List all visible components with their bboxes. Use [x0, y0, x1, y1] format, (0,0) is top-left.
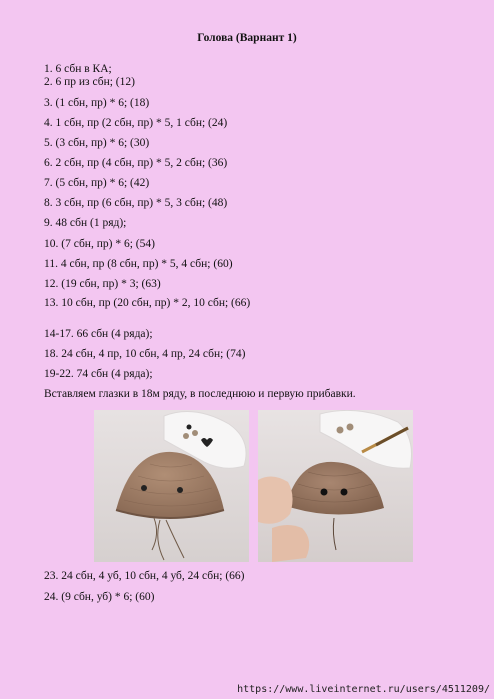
pattern-row-4: 4. 1 сбн, пр (2 сбн, пр) * 5, 1 сбн; (24): [44, 117, 228, 129]
pattern-row-3: 3. (1 сбн, пр) * 6; (18): [44, 97, 150, 109]
pattern-row-24: 24. (9 сбн, уб) * 6; (60): [44, 591, 155, 603]
pattern-row-5: 5. (3 сбн, пр) * 6; (30): [44, 137, 150, 149]
pattern-row-12: 12. (19 сбн, пр) * 3; (63): [44, 278, 161, 290]
pattern-row-14-17: 14-17. 66 сбн (4 ряда);: [44, 328, 153, 340]
pattern-row-7: 7. (5 сбн, пр) * 6; (42): [44, 177, 150, 189]
photo-illustration-2: [258, 410, 413, 562]
page-title: Голова (Варнант 1): [197, 32, 297, 44]
photo-crochet-head-2: [258, 410, 413, 562]
pattern-row-9: 9. 48 сбн (1 ряд);: [44, 217, 127, 229]
pattern-row-10: 10. (7 сбн, пр) * 6; (54): [44, 238, 155, 250]
pattern-row-2: 2. 6 пр из сбн; (12): [44, 76, 135, 88]
photo-crochet-head-1: [94, 410, 249, 562]
instruction-eyes: Вставляем глазки в 18м ряду, в последнюю и первую прибавки.: [44, 388, 356, 400]
photo-illustration-1: [94, 410, 249, 562]
pattern-row-13: 13. 10 сбн, пр (20 сбн, пр) * 2, 10 сбн; (66): [44, 297, 251, 309]
source-watermark: https://www.liveinternet.ru/users/4511209/: [237, 684, 490, 695]
pattern-row-6: 6. 2 сбн, пр (4 сбн, пр) * 5, 2 сбн; (36): [44, 157, 228, 169]
pattern-row-23: 23. 24 сбн, 4 уб, 10 сбн, 4 уб, 24 сбн; (66): [44, 570, 245, 582]
pattern-row-1: 1. 6 сбн в КА;: [44, 63, 112, 75]
pattern-row-11: 11. 4 сбн, пр (8 сбн, пр) * 5, 4 сбн; (60): [44, 258, 233, 270]
pattern-row-18: 18. 24 сбн, 4 пр, 10 сбн, 4 пр, 24 сбн; (74): [44, 348, 246, 360]
pattern-row-8: 8. 3 сбн, пр (6 сбн, пр) * 5, 3 сбн; (48): [44, 197, 228, 209]
pattern-row-19-22: 19-22. 74 сбн (4 ряда);: [44, 368, 153, 380]
